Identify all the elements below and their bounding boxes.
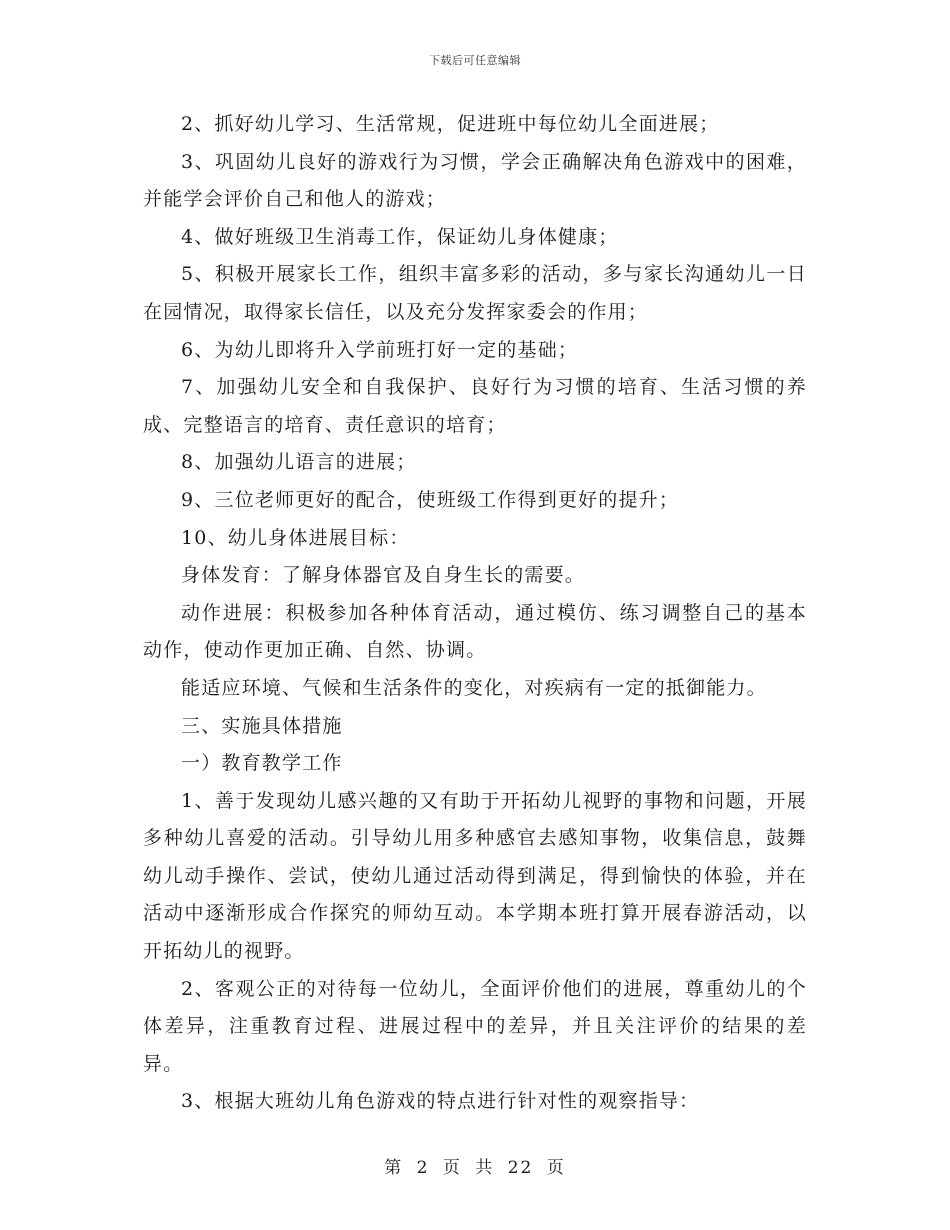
paragraph: 动作进展：积极参加各种体育活动，通过模仿、练习调整自己的基本动作，使动作更加正确、自然、协调。 xyxy=(143,601,807,662)
document-body xyxy=(143,106,807,1121)
paragraph: 5、积极开展家长工作，组织丰富多彩的活动，多与家长沟通幼儿一日在园情况，取得家长信任，以及充分发挥家委会的作用； xyxy=(143,263,807,323)
paragraph: 8、加强幼儿语言的进展； xyxy=(181,451,417,474)
paragraph: 3、巩固幼儿良好的游戏行为习惯，学会正确解决角色游戏中的困难，并能学会评价自己和他人的游戏； xyxy=(143,150,807,211)
paragraph: 3、根据大班幼儿角色游戏的特点进行针对性的观察指导： xyxy=(181,1090,700,1113)
paragraph: 1、善于发现幼儿感兴趣的又有助于开拓幼儿视野的事物和问题，开展多种幼儿喜爱的活动。引导幼儿用多种感官去感知事物，收集信息，鼓舞幼儿动手操作、尝试，使幼儿通过活动得到满足，得到愉快的体验，并在活动中逐渐形成合作探究的师幼互动。本学期本班打算开展春游活动，以开拓幼儿的视野。 xyxy=(143,789,807,963)
paragraph: 4、做好班级卫生消毒工作，保证幼儿身体健康； xyxy=(181,225,619,248)
paragraph: 9、三位老师更好的配合，使班级工作得到更好的提升； xyxy=(181,488,680,511)
paragraph: 2、客观公正的对待每一位幼儿，全面评价他们的进展，尊重幼儿的个体差异，注重教育过程、进展过程中的差异，并且关注评价的结果的差异。 xyxy=(143,977,807,1075)
paragraph: 身体发育：了解身体器官及自身生长的需要。 xyxy=(181,564,586,587)
paragraph: 10、幼儿身体进展目标： xyxy=(181,526,410,549)
paragraph: 能适应环境、气候和生活条件的变化，对疾病有一定的抵御能力。 xyxy=(181,676,767,699)
paragraph: 7、加强幼儿安全和自我保护、良好行为习惯的培育、生活习惯的养成、完整语言的培育、责任意识的培育； xyxy=(143,376,807,436)
paragraph: 2、抓好幼儿学习、生活常规，促进班中每位幼儿全面进展； xyxy=(181,113,720,135)
page-footer: 第 2 页 共 22 页 xyxy=(384,1158,566,1178)
paragraph: 6、为幼儿即将升入学前班打好一定的基础； xyxy=(181,338,579,361)
subsection-heading: 一）教育教学工作 xyxy=(181,752,343,775)
section-heading: 三、实施具体措施 xyxy=(181,714,343,737)
page-header: 下载后可任意编辑 xyxy=(429,54,521,67)
